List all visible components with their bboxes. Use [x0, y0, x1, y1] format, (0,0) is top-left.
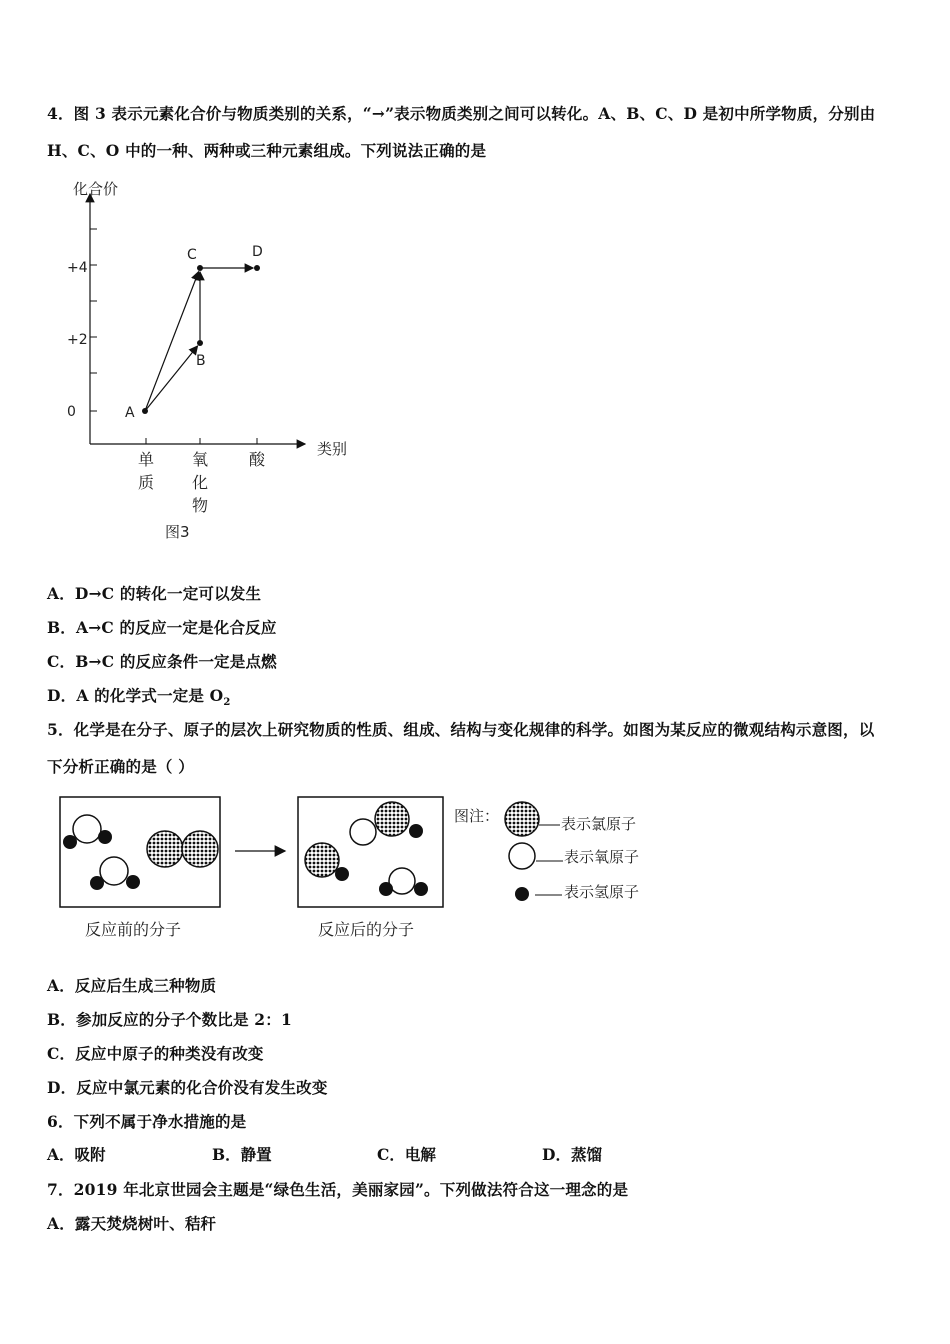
q5-option-a: A．反应后生成三种物质: [47, 976, 217, 995]
point-label-D: D: [252, 244, 263, 260]
q5-stem-line2: 下分析正确的是（ ）: [47, 757, 194, 776]
y-axis-label: 化合价: [73, 180, 119, 198]
point-D: [254, 265, 260, 271]
water-molecule: [379, 868, 428, 896]
chlorine-molecule: [147, 831, 218, 867]
x-category-label: 质: [138, 473, 155, 492]
q4-option-d: D．A 的化学式一定是 $O_2$: [47, 686, 231, 709]
q6-option-c: C．电解: [377, 1145, 436, 1164]
arrow-A-B: [145, 346, 197, 411]
point-label-A: A: [125, 405, 135, 421]
hclo-molecule: [350, 802, 423, 845]
q7-stem: 7．2019 年北京世园会主题是“绿色生活，美丽家园”。下列做法符合这一理念的是: [47, 1180, 629, 1199]
q4-option-c: C．B→C 的反应条件一定是点燃: [47, 652, 277, 671]
legend-hydrogen: 表示氢原子: [564, 883, 640, 901]
point-label-B: B: [196, 353, 206, 369]
x-category-label: 化: [192, 473, 209, 492]
q6-option-d: D．蒸馏: [542, 1145, 602, 1164]
point-C: [197, 265, 203, 271]
water-molecule: [63, 815, 112, 849]
q4-option-a: A．D→C 的转化一定可以发生: [47, 584, 262, 603]
point-label-C: C: [187, 247, 197, 263]
y-tick-label: +2: [67, 332, 88, 348]
subscript-2: 2: [223, 697, 231, 709]
q6-stem: 6．下列不属于净水措施的是: [47, 1112, 247, 1131]
q6-option-b: B．静置: [212, 1145, 272, 1164]
legend-oxygen: 表示氧原子: [564, 848, 640, 866]
point-B: [197, 340, 203, 346]
q6-option-a: A．吸附: [47, 1145, 106, 1164]
x-category-label: 氧: [192, 450, 209, 469]
y-tick-label: +4: [67, 260, 88, 276]
before-caption: 反应前的分子: [85, 920, 182, 939]
molecule-reaction-figure: [40, 785, 680, 950]
x-category-label: 单: [138, 450, 155, 469]
q4-option-b: B．A→C 的反应一定是化合反应: [47, 618, 277, 637]
x-category-label: 物: [192, 496, 209, 515]
valence-category-figure: [55, 172, 375, 552]
q4-stem-line1: 4．图 3 表示元素化合价与物质类别的关系，“→”表示物质类别之间可以转化。A、B、C、D 是初中所学物质，分别由: [47, 104, 876, 123]
figure-caption: 图3: [165, 523, 190, 541]
q5-stem-line1: 5．化学是在分子、原子的层次上研究物质的性质、组成、结构与变化规律的科学。如图为某反应的微观结构示意图，以: [47, 720, 875, 739]
after-caption: 反应后的分子: [318, 920, 415, 939]
point-A: [142, 408, 148, 414]
q4-stem-line2: H、C、O 中的一种、两种或三种元素组成。下列说法正确的是: [47, 141, 487, 160]
legend-chlorine: 表示氯原子: [561, 815, 637, 833]
q5-option-c: C．反应中原子的种类没有改变: [47, 1044, 264, 1063]
water-molecule: [90, 857, 140, 890]
legend-title: 图注：: [454, 807, 500, 825]
q7-option-a: A．露天焚烧树叶、秸秆: [47, 1214, 217, 1233]
x-category-label: 酸: [249, 450, 266, 469]
x-axis-label: 类别: [317, 440, 348, 458]
y-tick-label: 0: [67, 404, 76, 420]
q5-option-b: B．参加反应的分子个数比是 2：1: [47, 1010, 292, 1029]
q5-option-d: D．反应中氯元素的化合价没有发生改变: [47, 1078, 328, 1097]
hcl-molecule: [305, 843, 349, 881]
arrow-A-C: [145, 272, 199, 411]
